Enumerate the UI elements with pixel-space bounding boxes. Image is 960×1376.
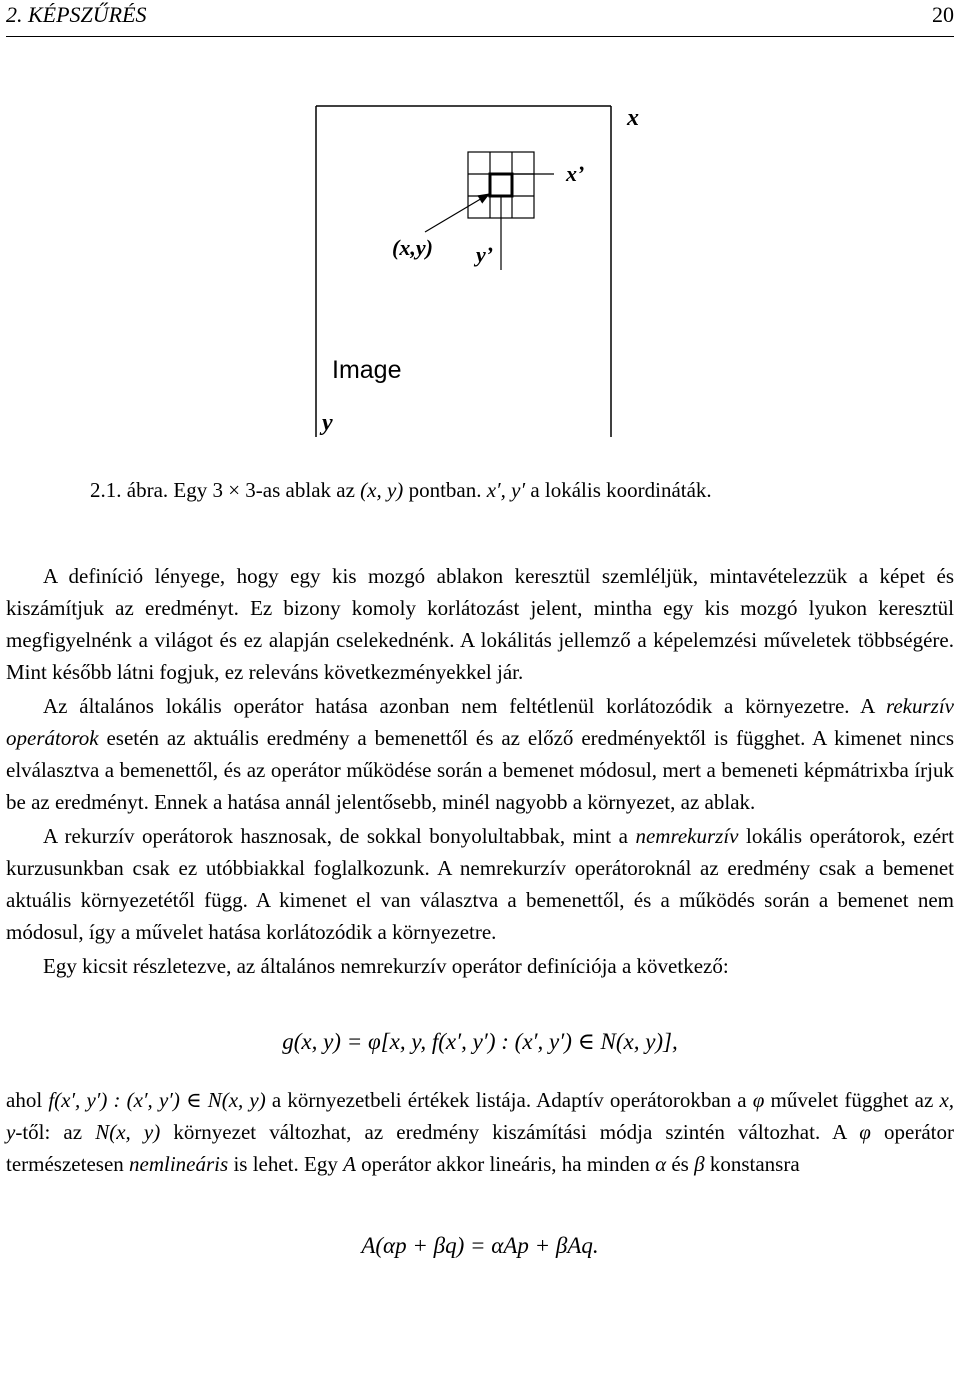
label-x-prime: x’ [566,161,585,186]
paragraph-1: A definíció lényege, hogy egy kis mozgó ablakon keresztül szemléljük, mintavételezzük a képet és kiszámítjuk az eredményt. Ez bizony komoly korlátozást jelent, mintha egy kis mozgó lyukon keresztül megfigyelnénk a világot és ez alapján cselekednénk. A lokálitás jellemző a képelemzési műveletek többségére. Mint később látni fogjuk, ez releváns következményekkel jár. [6,564,954,684]
equation-operator-definition: g(x, y) = φ[x, y, f(x′, y′) : (x′, y′) ∈ N(x, y)], [282,1029,678,1054]
point-arrow [425,194,489,232]
window-figure [0,0,960,470]
paragraph-3: A rekurzív operátorok hasznosak, de sokkal bonyolultabbak, mint a nemrekurzív lokális operátorok, ezért kurzusunkban csak ez utóbbiakkal foglalkozunk. A nemrekurzív operátoroknál az eredmény csak a bemenet aktuális környezetétől függ. A kimenet el van választva a bemenettől, és a működés során a bemenet nem módosul, így a művelet hatása korlátozódik a környezetre. [6,824,955,944]
page-number: 20 [932,2,954,27]
body-text [6,560,954,1262]
label-point: (x,y) [392,235,433,260]
equation-linearity: A(αp + βq) = αAp + βAq. [361,1233,599,1258]
paragraph-4: Egy kicsit részletezve, az általános nemrekurzív operátor definíciója a következő: [43,954,729,978]
label-image: Image [332,356,402,384]
chapter-title: 2. KÉPSZŰRÉS [6,2,147,27]
paragraph-5: ahol f(x′, y′) : (x′, y′) ∈ N(x, y) a környezetbeli értékek listája. Adaptív operátorokban a φ művelet függhet az x, y-től: az N(x, y) környezet változhat, az eredmény kiszámítási módja szintén változhat. A φ operátor természetesen nemlineáris is lehet. Egy A operátor akkor lineáris, ha minden α és β konstansra [6,1088,955,1176]
figure-caption: 2.1. ábra. Egy 3 × 3-as ablak az (x, y) pontban. x′, y′ a lokális koordináták. [90,478,712,502]
label-x: x [627,105,639,131]
paragraph-2: Az általános lokális operátor hatása azonban nem feltétlenül korlátozódik a környezetre. A rekurzív operátorok esetén az aktuális eredmény a bemenettől és az előző eredményektől is függhet. A kimenet nincs elválasztva a bemenettől, és az operátor működése során a bemenet módosul, mert a bemeneti képmátrixba írjuk be az eredményt. Ennek a hatása annál jelentősebb, minél nagyobb a környezet, az ablak. [6,694,954,814]
label-y: y [322,410,333,436]
label-y-prime: y’ [476,242,494,267]
center-pixel [490,174,512,196]
